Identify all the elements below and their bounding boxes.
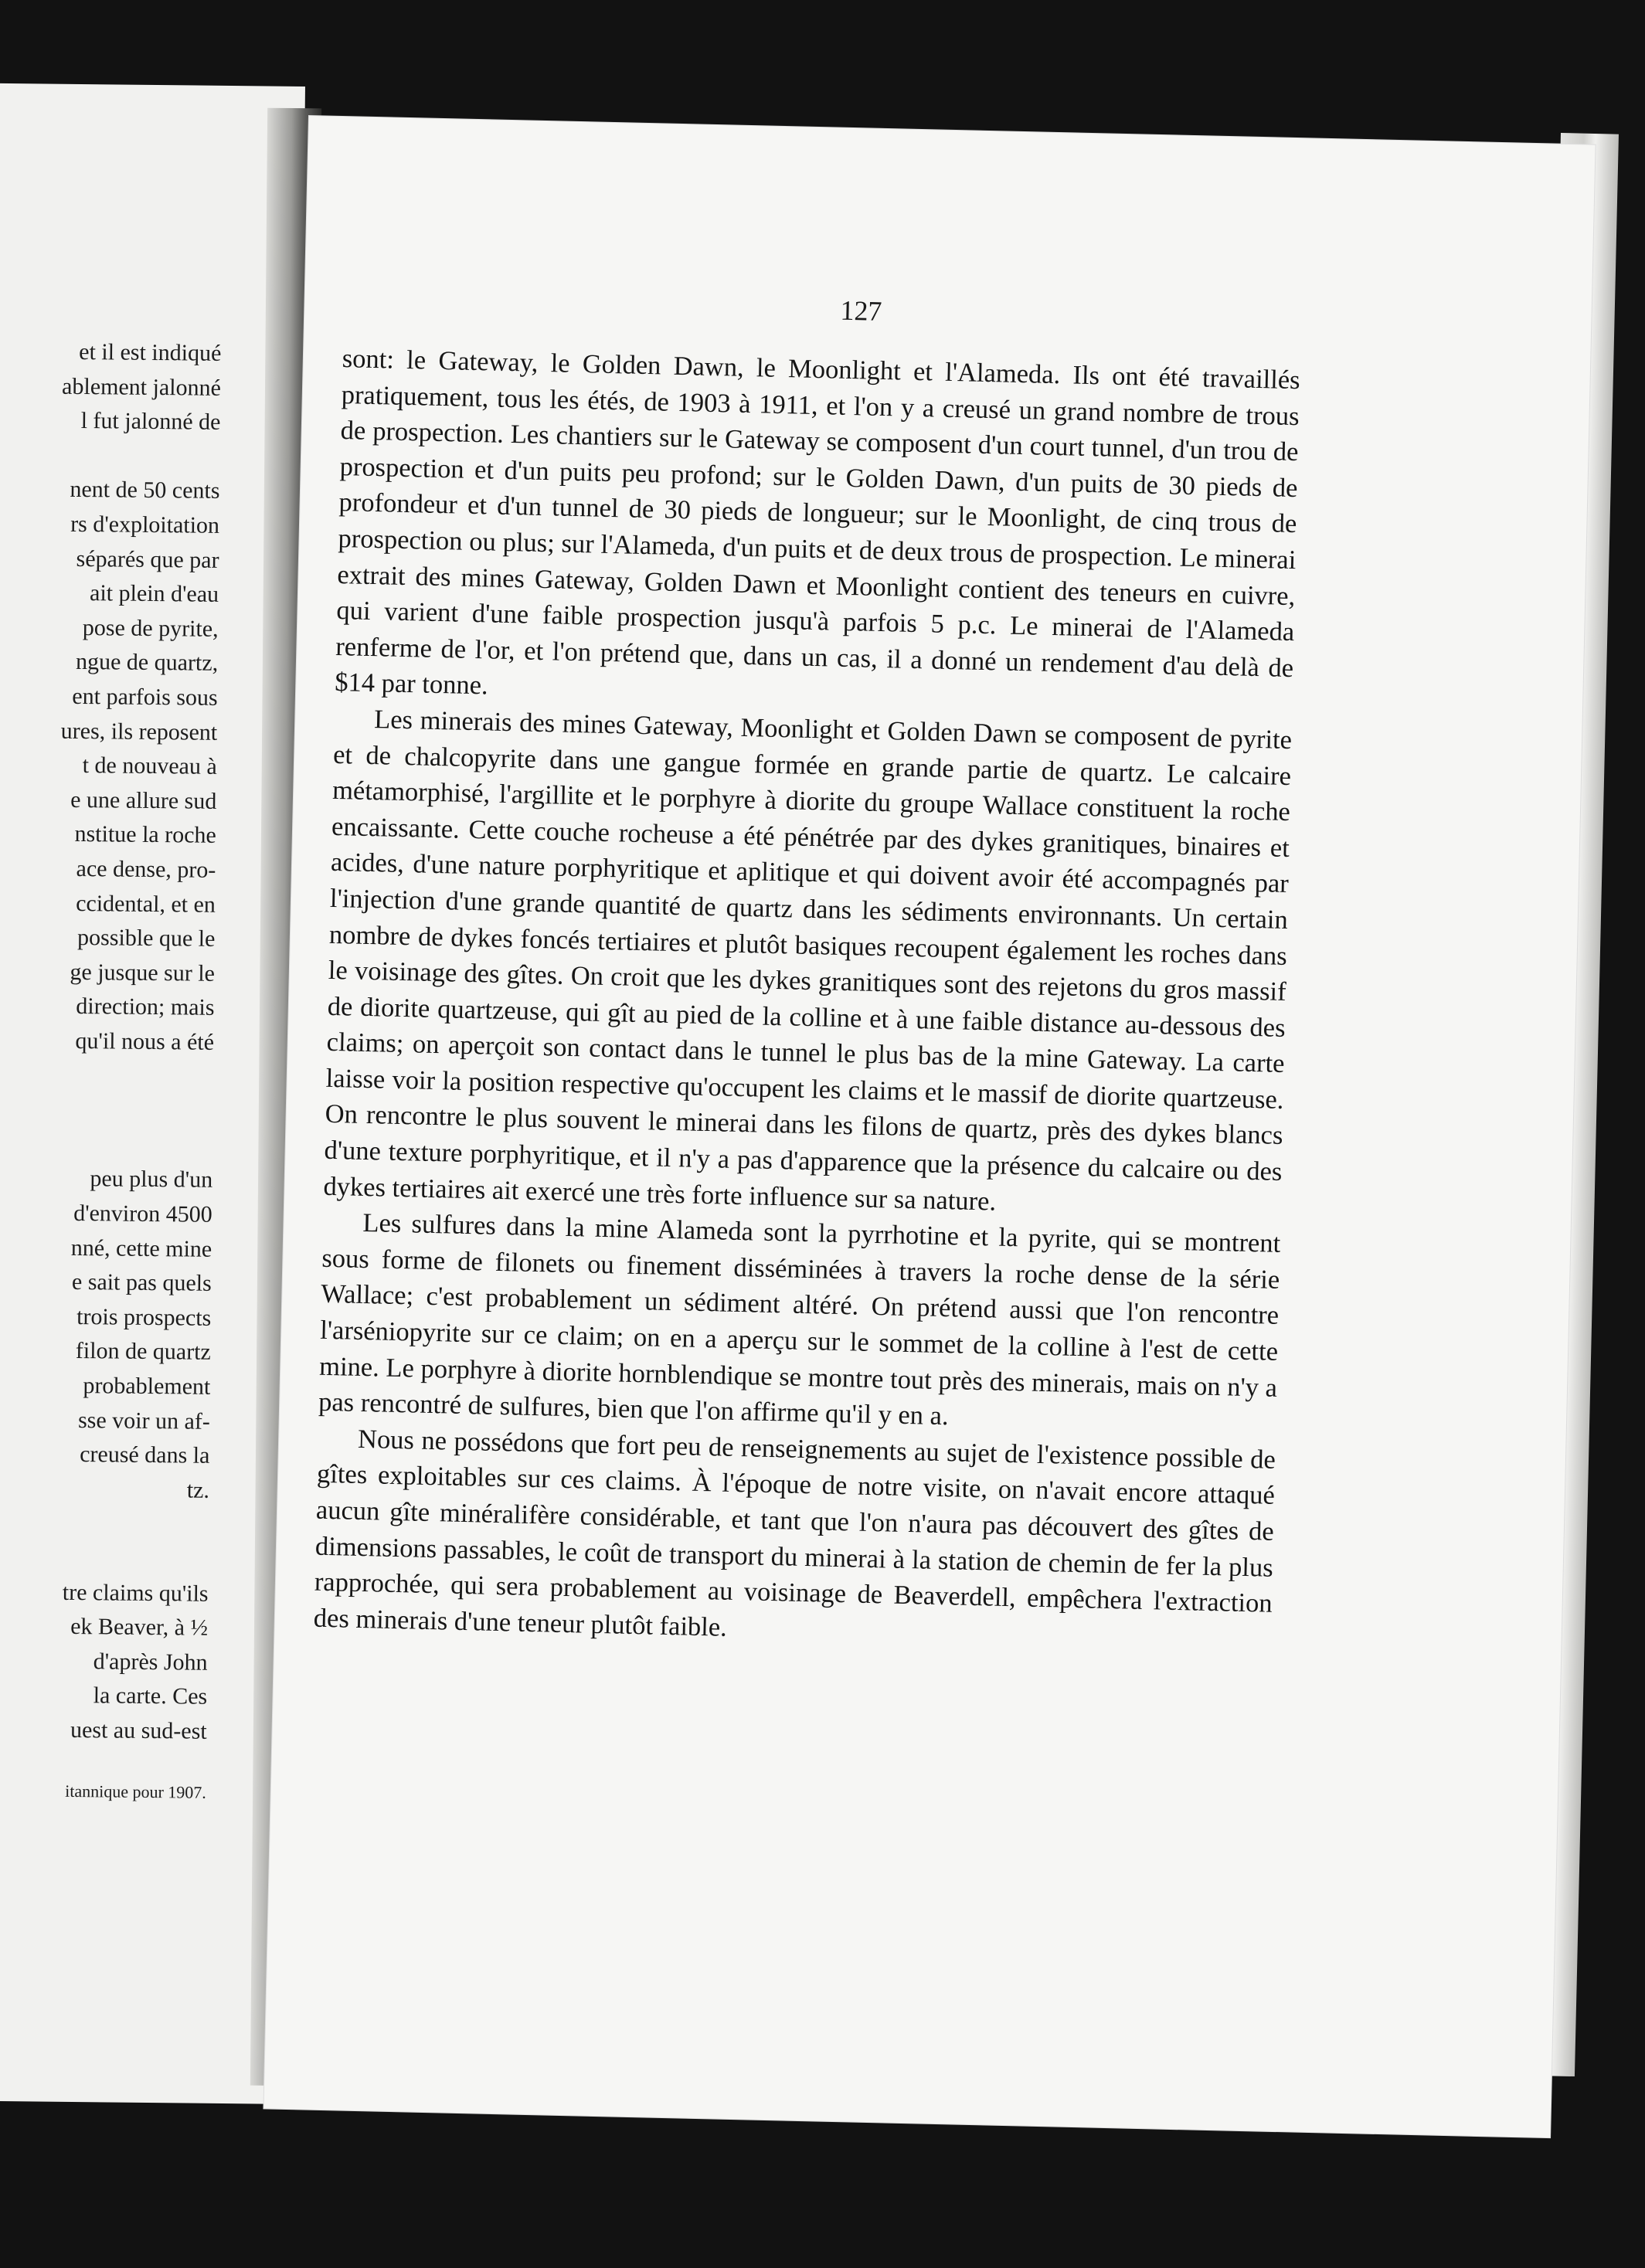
paragraph: Les minerais des mines Gateway, Moonlight et Golden Dawn se composent de pyrite et de chalcopyrite dans une gangue formée en grande partie de quartz. Le calcaire métamorphisé, l'argillite et le porphyre à diorite du groupe Wallace constituent la roche encaissante. Cette couche rocheuse a été pénétrée par des dykes granitiques, binaires et acides, d'une nature porphyritique et aplitique et qui doivent avoir été accompagnés par l'injection d'une grande quantité de quartz dans les sédiments environnants. Un certain nombre de dykes foncés tertiaires et plutôt basiques recoupent également les roches dans le voisinage des gîtes. On croit que les dykes granitiques sont des rejetons du gros massif de diorite quartzeuse, qui gît au pied de la colline et à une faible distance au-dessous des claims; on aperçoit son contact dans le tunnel le plus bas de la mine Gateway. La carte laisse voir la position respective qu'occupent les claims et le massif de diorite quartzeuse. On rencontre le plus souvent le minerai dans les filons de quartz, près des dykes blancs d'une texture porphyritique, et il n'y a pas d'apparence que la présence du calcaire ou des dykes tertiaires ait exercé une très forte influence sur sa nature. <box>323 705 1293 1217</box>
left-page-line: probablement <box>83 1373 211 1400</box>
left-page-line: ures, ils reposent <box>60 718 218 745</box>
left-page-line: ait plein d'eau <box>89 580 219 608</box>
left-page-line: creusé dans la <box>80 1441 210 1468</box>
left-page-line: d'environ 4500 <box>73 1200 212 1227</box>
left-page-line: sse voir un af- <box>77 1407 211 1434</box>
left-page-line: pose de pyrite, <box>82 614 219 642</box>
left-page-footnote: itannique pour 1907. <box>65 1781 207 1802</box>
left-page-line: ent parfois sous <box>72 683 218 711</box>
left-page-line: nent de 50 cents <box>70 477 220 504</box>
left-page-line: ge jusque sur le <box>70 959 216 986</box>
left-page-line: d'après John <box>93 1648 208 1676</box>
paragraph: Nous ne possédons que fort peu de renseignements au sujet de l'existence possible de gîtes exploitables sur ces claims. À l'époque de notre visite, on n'avait encore attaqué aucun gîte minéralifère considérable, et tant que l'on n'aura pas découvert des gîtes de dimensions passables, le coût de transport du minerai à la station de chemin de fer la plus rapprochée, qui sera probablement au voisinage de Beaverdell, empêchera l'extraction des minerais d'une teneur plutôt faible. <box>313 1424 1276 1642</box>
left-page-line: ccidental, et en <box>76 890 216 918</box>
left-page-line: séparés que par <box>76 545 219 573</box>
left-page-line: uest au sud-est <box>70 1716 207 1744</box>
paragraph: Les sulfures dans la mine Alameda sont la pyrrhotine et la pyrite, qui se montrent sous forme de filonets ou finement disséminées à travers la roche dense de la série Wallace; c'est probablement un sédiment altéré. On prétend aussi que l'on rencontre l'arséniopyrite sur ce claim; on en a aperçu sur le sommet de la colline à l'est de cette mine. Le porphyre à diorite hornblendique se montre tout près des minerais, mais on n'y a pas rencontré de sulfures, bien que l'on affirme qu'il y en a. <box>318 1208 1281 1431</box>
body-text <box>313 341 1300 1658</box>
left-page-line: l fut jalonné de <box>80 408 221 436</box>
left-page-line: ace dense, pro- <box>76 855 216 883</box>
left-page-line: ek Beaver, à ½ <box>70 1614 209 1641</box>
left-page-line: peu plus d'un <box>90 1166 213 1193</box>
left-page-line: rs d'exploitation <box>70 511 220 538</box>
left-page-line: e une allure sud <box>70 786 217 814</box>
left-page-line: qu'il nous a été <box>75 1027 215 1055</box>
left-page-line: trois prospects <box>76 1303 212 1331</box>
left-page-line: et il est indiqué <box>79 338 222 366</box>
left-page-line: la carte. Ces <box>93 1682 208 1710</box>
left-page-line: tz. <box>186 1477 210 1503</box>
left-page-line: ngue de quartz, <box>75 649 219 677</box>
paragraph: sont: le Gateway, le Golden Dawn, le Moonlight et l'Alameda. Ils ont été travaillés pratiquement, tous les étés, de 1903 à 1911, et l'on y a creusé un grand nombre de trous de prospection. Les chantiers sur le Gateway se composent d'un court tunnel, d'un trou de prospection et d'un puits peu profond; sur le Golden Dawn, d'un puits de 30 pieds de profondeur et d'un tunnel de 30 pieds de longueur; sur le Moonlight, de cinq trous de prospection ou plus; sur l'Alameda, d'un puits et de deux trous de prospection. Le minerai extrait des mines Gateway, Golden Dawn et Moonlight contient des teneurs en cuivre, qui varient d'une faible prospection jusqu'à parfois 5 p.c. Le minerai de l'Alameda renferme de l'or, et l'on prétend que, dans un cas, il a donné un rendement d'au delà de $14 par tonne. <box>334 344 1300 701</box>
left-page-line: t de nouveau à <box>82 752 217 780</box>
left-page-line: nstitue la roche <box>74 821 217 849</box>
left-page-line: nné, cette mine <box>70 1234 212 1262</box>
left-page-line: possible que le <box>76 925 216 952</box>
left-page-line: e sait pas quels <box>71 1269 212 1297</box>
page-number: 127 <box>840 294 882 327</box>
left-page-line: ablement jalonné <box>61 373 222 401</box>
left-page-line: direction; mais <box>76 993 215 1021</box>
left-page-line: tre claims qu'ils <box>62 1579 209 1607</box>
left-page-line: filon de quartz <box>75 1338 212 1366</box>
right-page <box>263 116 1595 2137</box>
